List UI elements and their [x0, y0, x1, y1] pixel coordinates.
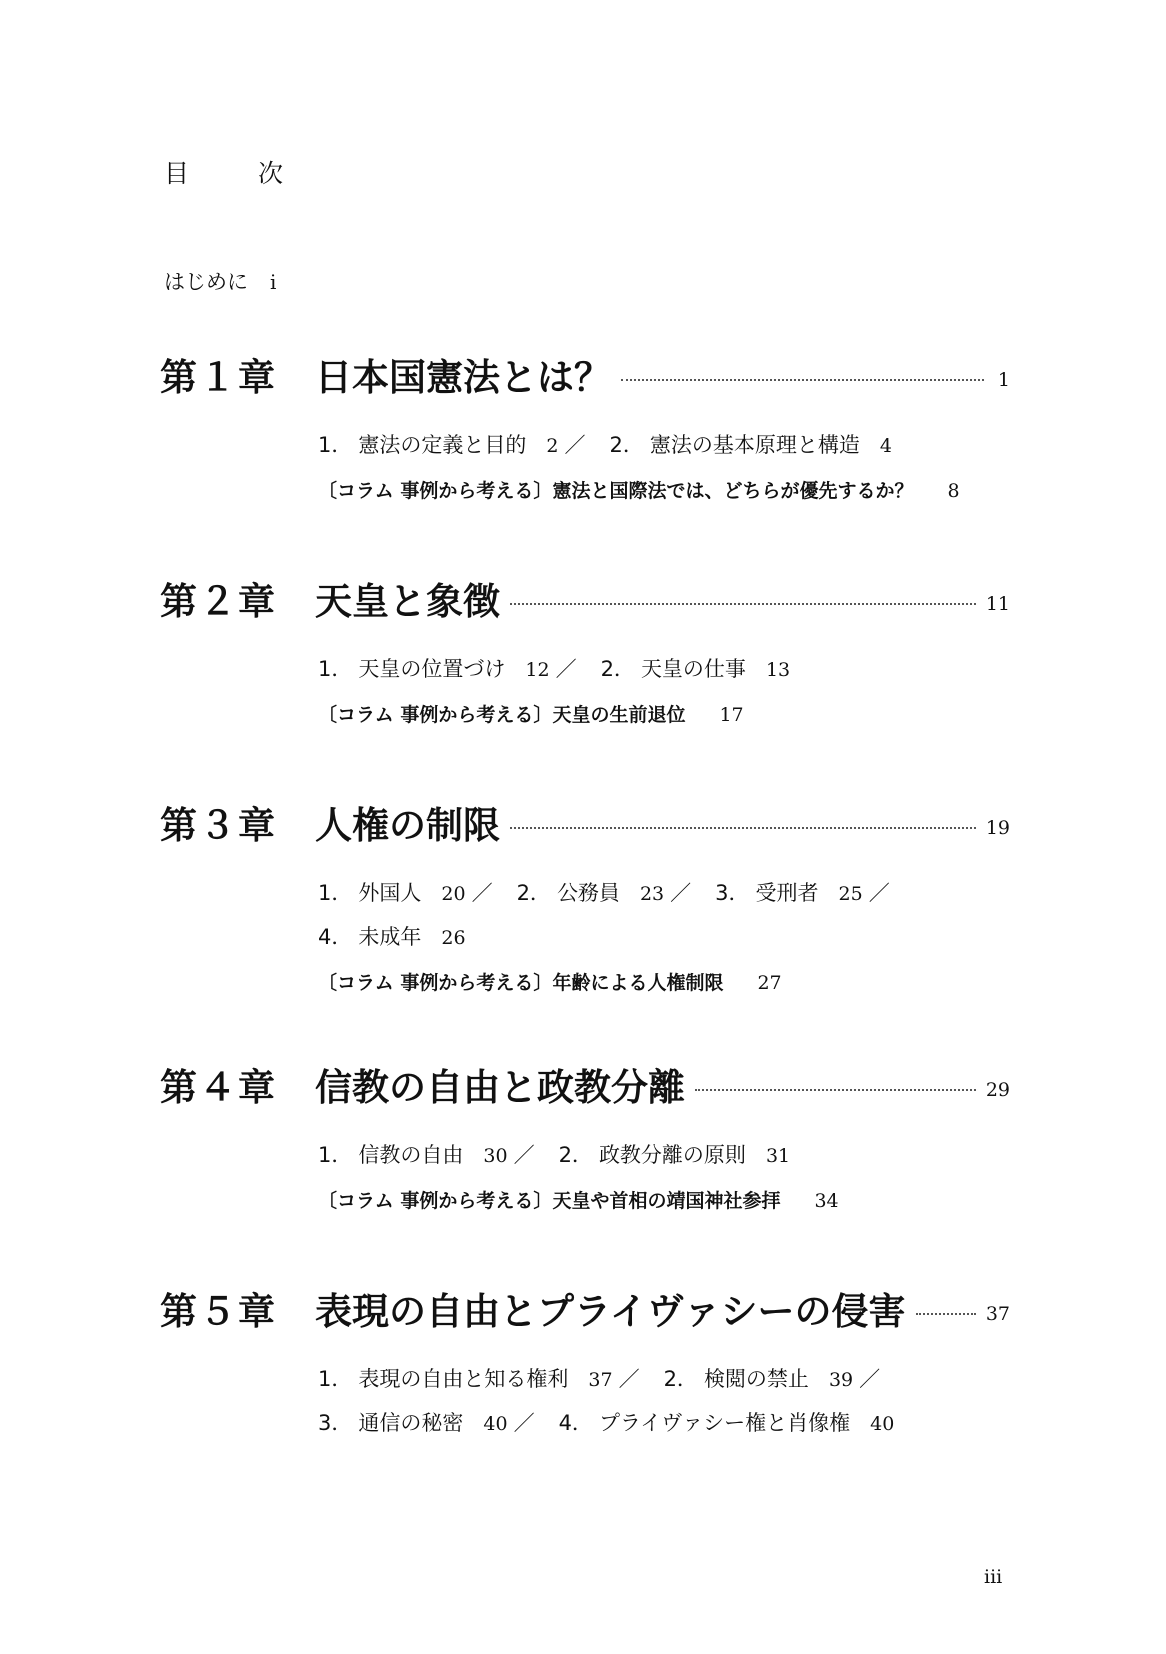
section-entry[interactable]: 1． 天皇の位置づけ 12 ／	[318, 657, 577, 681]
dot-leader	[510, 827, 976, 829]
intro-page: i	[270, 270, 277, 294]
chapter-1	[160, 348, 1010, 503]
column-prefix: 〔コラム 事例から考える〕	[318, 704, 553, 726]
column-entry[interactable]	[318, 1186, 1010, 1213]
column-page: 27	[757, 972, 782, 994]
section-entry[interactable]: 2． 天皇の仕事 13	[600, 657, 791, 681]
section-line	[318, 1358, 1010, 1402]
chapter-page: 11	[985, 593, 1010, 615]
chapter-heading[interactable]	[160, 572, 1010, 624]
section-entry[interactable]: 2． 公務員 23 ／	[516, 881, 692, 905]
column-page: 8	[947, 480, 960, 502]
section-list	[318, 872, 1010, 960]
chapter-label: 第４章	[160, 1066, 277, 1109]
section-entry[interactable]: 2． 検閲の禁止 39 ／	[663, 1367, 881, 1391]
chapter-title: 天皇と象徴	[315, 580, 500, 623]
chapter-heading[interactable]	[160, 1058, 1010, 1110]
section-entry[interactable]: 1． 信教の自由 30 ／	[318, 1143, 535, 1167]
chapter-title: 信教の自由と政教分離	[315, 1066, 685, 1109]
section-list	[318, 424, 1010, 468]
section-line	[318, 872, 1010, 916]
section-line	[318, 916, 1010, 960]
chapter-page: 19	[985, 817, 1010, 839]
chapter-page: 29	[985, 1079, 1010, 1101]
section-list	[318, 1358, 1010, 1446]
section-line	[318, 1402, 1010, 1446]
column-page: 17	[719, 704, 744, 726]
column-title: 天皇や首相の靖国神社参拝	[552, 1190, 781, 1212]
section-line	[318, 424, 1010, 468]
chapter-5	[160, 1282, 1010, 1446]
chapter-label: 第５章	[160, 1290, 277, 1333]
column-entry[interactable]	[318, 700, 1010, 727]
section-list	[318, 648, 1010, 692]
section-list	[318, 1134, 1010, 1178]
section-entry[interactable]: 3． 通信の秘密 40 ／	[318, 1411, 535, 1435]
chapter-heading[interactable]	[160, 1282, 1010, 1334]
section-line	[318, 1134, 1010, 1178]
chapter-title: 日本国憲法とは？	[315, 356, 611, 399]
section-entry[interactable]: 3． 受刑者 25 ／	[715, 881, 890, 905]
section-entry[interactable]: 1． 外国人 20 ／	[318, 881, 493, 905]
column-prefix: 〔コラム 事例から考える〕	[318, 972, 553, 994]
column-entry[interactable]	[318, 968, 1010, 995]
chapter-title: 表現の自由とプライヴァシーの侵害	[315, 1290, 906, 1333]
section-entry[interactable]: 1． 表現の自由と知る権利 37 ／	[318, 1367, 640, 1391]
column-prefix: 〔コラム 事例から考える〕	[318, 1190, 553, 1212]
column-prefix: 〔コラム 事例から考える〕	[318, 480, 553, 502]
page-title: 目 次	[164, 159, 306, 188]
section-entry[interactable]: 2． 憲法の基本原理と構造 4	[609, 433, 892, 457]
dot-leader	[916, 1313, 976, 1315]
section-entry[interactable]: 4． 未成年 26	[318, 925, 466, 949]
chapter-4	[160, 1058, 1010, 1213]
column-title: 年齢による人権制限	[552, 972, 724, 994]
chapter-3	[160, 796, 1010, 995]
dot-leader	[621, 379, 984, 381]
column-entry[interactable]	[318, 476, 1010, 503]
section-entry[interactable]: 2． 政教分離の原則 31	[558, 1143, 791, 1167]
chapter-label: 第２章	[160, 580, 277, 623]
chapter-page: 1	[997, 369, 1010, 391]
dot-leader	[510, 603, 976, 605]
intro-label: はじめに	[164, 270, 248, 294]
chapter-label: 第１章	[160, 356, 277, 399]
section-line	[318, 648, 1010, 692]
chapter-label: 第３章	[160, 804, 277, 847]
chapter-page: 37	[985, 1303, 1010, 1325]
column-page: 34	[814, 1190, 839, 1212]
section-entry[interactable]: 4． プライヴァシー権と肖像権 40	[558, 1411, 895, 1435]
column-title: 憲法と国際法では、どちらが優先するか？	[552, 480, 914, 502]
column-title: 天皇の生前退位	[552, 704, 686, 726]
chapter-title: 人権の制限	[315, 804, 500, 847]
toc-intro[interactable]	[164, 266, 276, 296]
chapter-heading[interactable]	[160, 796, 1010, 848]
chapter-2	[160, 572, 1010, 727]
chapter-heading[interactable]	[160, 348, 1010, 400]
dot-leader	[695, 1089, 976, 1091]
section-entry[interactable]: 1． 憲法の定義と目的 2 ／	[318, 433, 586, 457]
folio-page-number: iii	[984, 1566, 1003, 1588]
